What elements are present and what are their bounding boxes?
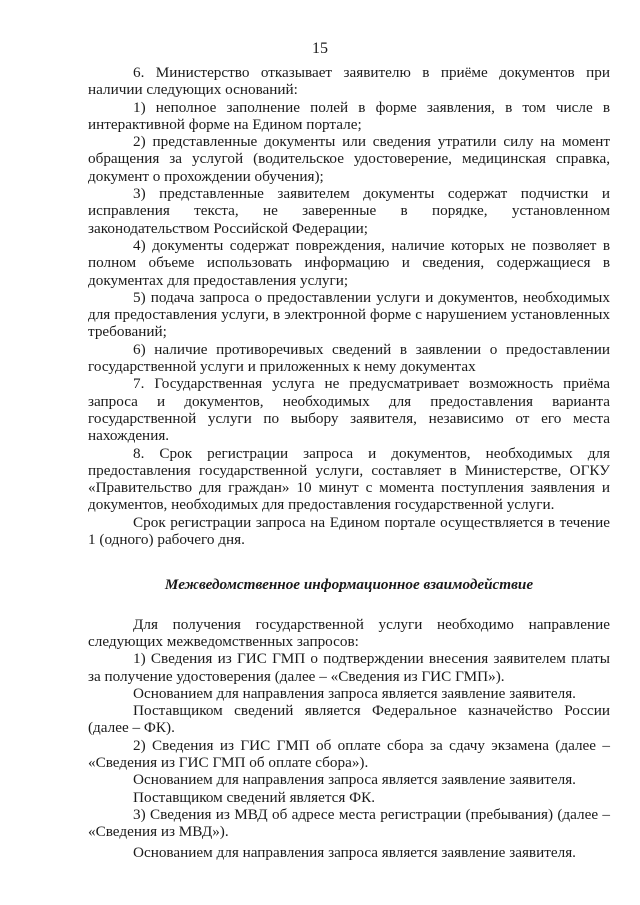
paragraph-clause-7: 7. Государственная услуга не предусматривает возможность приёма запроса и документов, необходимых для предоставления варианта государственной услуги по выбору заявителя, независимо от его места нахождения. (88, 375, 610, 445)
paragraph-item-6: 6) наличие противоречивых сведений в заявлении о предоставлении государственной услуги и приложенных к нему документах (88, 340, 610, 376)
paragraph-item-4: 4) документы содержат повреждения, наличие которых не позволяет в полном объеме использовать информацию и сведения, содержащиеся в документах для предоставления услуги; (88, 236, 610, 289)
paragraph-refusal-grounds: 6. Министерство отказывает заявителю в приёме документов при наличии следующих оснований: (88, 64, 610, 99)
paragraph-request-1: 1) Сведения из ГИС ГМП о подтверждении внесения заявителем платы за получение удостоверения (далее – «Сведения из ГИС ГМП»). (88, 650, 610, 685)
paragraph-interagency-intro: Для получения государственной услуги необходимо направление следующих межведомственных запросов: (88, 615, 610, 650)
document-body (88, 64, 610, 862)
paragraph-basis-1: Основанием для направления запроса является заявление заявителя. (133, 684, 576, 702)
section-title: Межведомственное информационное взаимодействие (164, 576, 534, 594)
paragraph-item-2: 2) представленные документы или сведения утратили силу на момент обращения за услугой (водительское удостоверение, медицинская справка, документ о прохождении обучения); (88, 133, 610, 185)
paragraph-registration-term: Срок регистрации запроса на Едином портале осуществляется в течение 1 (одного) рабочего дня. (88, 513, 610, 549)
paragraph-item-5: 5) подача запроса о предоставлении услуги и документов, необходимых для предоставления услуги, в электронной форме с нарушением установленных требований; (88, 288, 610, 341)
paragraph-supplier-2: Поставщиком сведений является ФК. (133, 788, 376, 806)
paragraph-item-3: 3) представленные заявителем документы содержат подчистки и исправления текста, не заверенные в порядке, установленном законодательством Российской Федерации; (88, 185, 610, 237)
page-number: 15 (312, 40, 328, 57)
paragraph-basis-3: Основанием для направления запроса является заявление заявителя. (133, 844, 576, 862)
paragraph-request-3: 3) Сведения из МВД об адресе места регистрации (пребывания) (далее – «Сведения из МВД»). (88, 805, 610, 841)
paragraph-item-1: 1) неполное заполнение полей в форме заявления, в том числе в интерактивной форме на Едином портале; (88, 98, 610, 133)
paragraph-request-2: 2) Сведения из ГИС ГМП об оплате сбора за сдачу экзамена (далее – «Сведения из ГИС ГМП об оплате сбора»). (88, 736, 610, 771)
paragraph-clause-8: 8. Срок регистрации запроса и документов, необходимых для предоставления государственной услуги, составляет в Министерстве, ОГКУ «Правительство для граждан» 10 минут с момента поступления заявления и документов, необходимых для предоставления государственной услуги. (88, 444, 610, 514)
paragraph-supplier-1: Поставщиком сведений является Федеральное казначейство России (далее – ФК). (88, 702, 610, 737)
paragraph-basis-2: Основанием для направления запроса является заявление заявителя. (133, 771, 576, 789)
